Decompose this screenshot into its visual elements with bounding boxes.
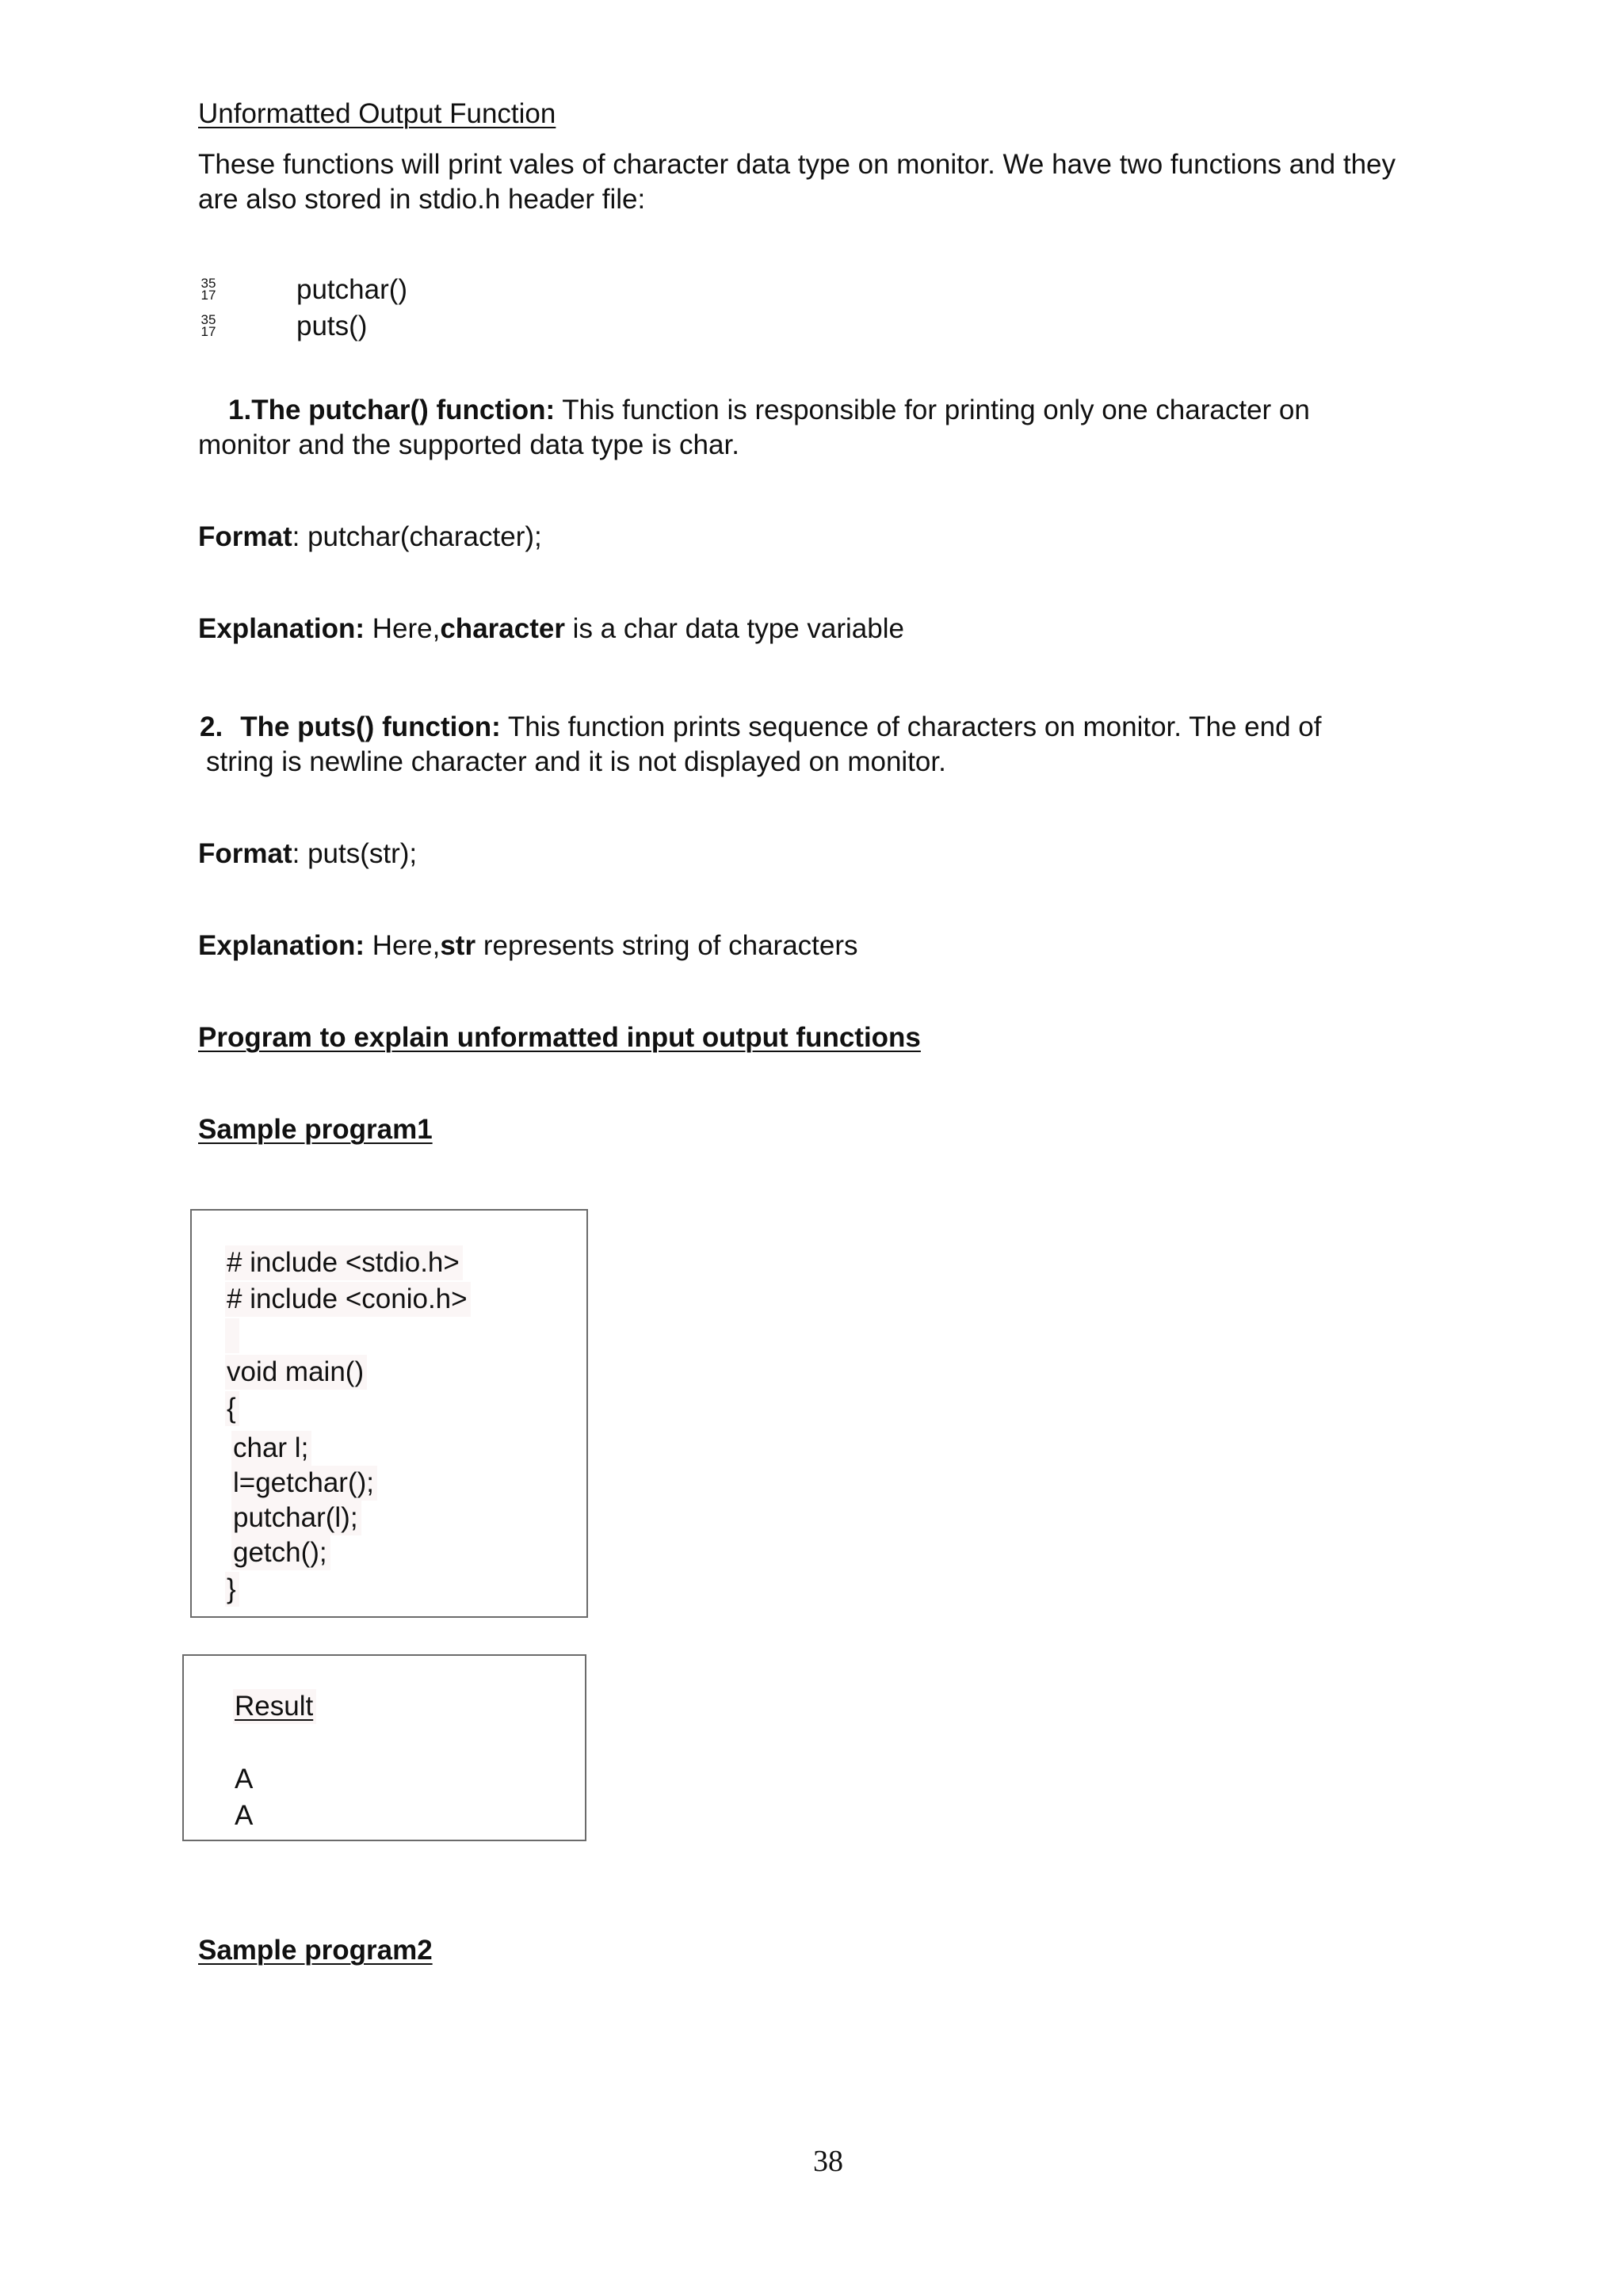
puts-paragraph-line-2: string is newline character and it is not displayed on monitor. xyxy=(206,746,946,777)
code-line: # include <conio.h> xyxy=(225,1282,471,1317)
code-line-blank xyxy=(225,1318,239,1353)
explanation-post: is a char data type variable xyxy=(564,613,904,644)
code-line: } xyxy=(225,1572,239,1607)
result-box xyxy=(182,1654,586,1841)
format-value: : putchar(character); xyxy=(292,521,542,552)
bullet-item-putchar: putchar() xyxy=(296,274,408,305)
explanation-pre: Here, xyxy=(365,930,441,961)
puts-format xyxy=(198,837,417,871)
sample-program-1-heading: Sample program1 xyxy=(198,1114,433,1145)
code-line: getch(); xyxy=(231,1535,330,1570)
intro-line-2: are also stored in stdio.h header file: xyxy=(198,184,646,215)
putchar-paragraph-line-1 xyxy=(228,393,1310,428)
code-box xyxy=(190,1209,588,1618)
puts-explanation xyxy=(198,929,858,963)
result-line: A xyxy=(235,1800,254,1831)
puts-description: This function prints sequence of characters on monitor. The end of xyxy=(500,711,1322,742)
puts-title: The puts() function: xyxy=(240,711,501,742)
putchar-title: 1.The putchar() function: xyxy=(228,395,556,425)
bullet-marker: 35 17 xyxy=(200,312,216,339)
puts-paragraph-line-1 xyxy=(200,710,1321,745)
code-line: char l; xyxy=(231,1431,311,1466)
putchar-format xyxy=(198,520,542,555)
format-label: Format xyxy=(198,838,292,869)
sample-program-2-heading: Sample program2 xyxy=(198,1935,433,1966)
format-label: Format xyxy=(198,521,292,552)
code-line: void main() xyxy=(225,1355,367,1390)
code-line: { xyxy=(225,1391,239,1426)
explanation-label: Explanation: xyxy=(198,930,365,961)
putchar-paragraph-line-2: monitor and the supported data type is char. xyxy=(198,429,739,460)
putchar-description: This function is responsible for printing only one character on xyxy=(555,395,1310,425)
explanation-term: character xyxy=(440,613,565,644)
puts-number: 2. xyxy=(200,711,223,742)
section-heading: Unformatted Output Function xyxy=(198,98,556,129)
explanation-pre: Here, xyxy=(365,613,441,644)
explanation-post: represents string of characters xyxy=(475,930,858,961)
code-line: # include <stdio.h> xyxy=(225,1245,463,1280)
program-heading: Program to explain unformatted input output functions xyxy=(198,1022,921,1053)
result-label: Result xyxy=(233,1689,316,1724)
putchar-explanation xyxy=(198,612,904,646)
code-line: l=getchar(); xyxy=(231,1466,377,1501)
format-value: : puts(str); xyxy=(292,838,418,869)
page-number: 38 xyxy=(813,2145,843,2178)
intro-line-1: These functions will print vales of character data type on monitor. We have two functions and they xyxy=(198,149,1396,180)
code-line: putchar(l); xyxy=(231,1501,361,1535)
bullet-marker: 35 17 xyxy=(200,276,216,303)
explanation-term: str xyxy=(440,930,476,961)
bullet-item-puts: puts() xyxy=(296,311,368,341)
explanation-label: Explanation: xyxy=(198,613,365,644)
result-line: A xyxy=(235,1764,254,1794)
